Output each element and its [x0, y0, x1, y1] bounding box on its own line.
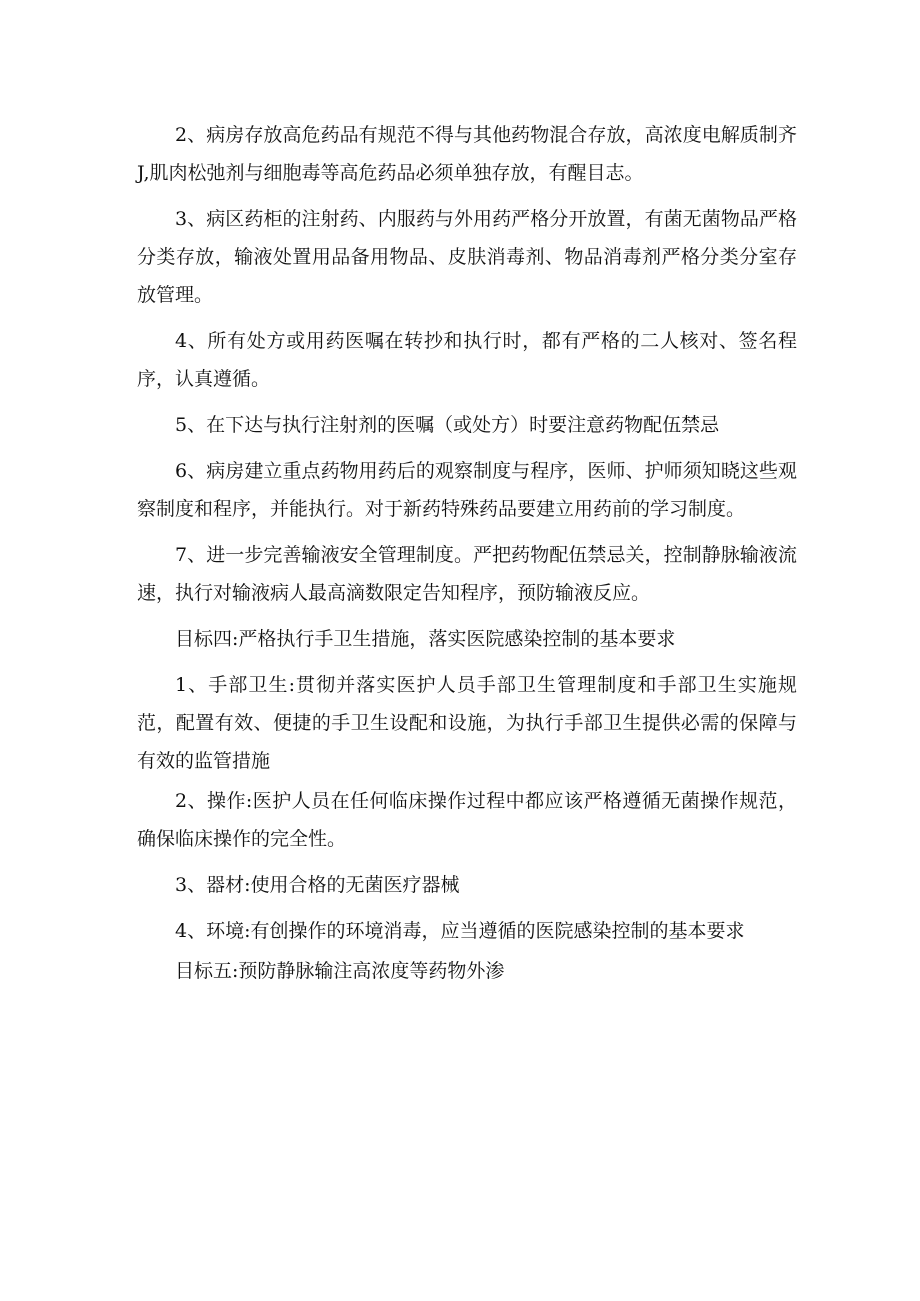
paragraph-item-7-infusion: 7、进一步完善输液安全管理制度。严把药物配伍禁忌关，控制静脉输液流速，执行对输液病人最高滴数限定告知程序，预防输液反应。 — [137, 544, 797, 604]
paragraph-item-6-observation: 6、病房建立重点药物用药后的观察制度与程序，医师、护师须知晓这些观察制度和程序，并能执行。对于新药特殊药品要建立用药前的学习制度。 — [137, 460, 797, 520]
document-body — [137, 116, 797, 998]
paragraph-operation: 2、操作:医护人员在任何临床操作过程中都应该严格遵循无菌操作规范，确保临床操作的完全性。 — [137, 790, 797, 850]
paragraph-environment: 4、环境:有创操作的环境消毒，应当遵循的医院感染控制的基本要求 — [175, 920, 745, 942]
goal-four-heading: 目标四:严格执行手卫生措施，落实医院感染控制的基本要求 — [175, 628, 676, 650]
paragraph-equipment: 3、器材:使用合格的无菌医疗器械 — [175, 874, 460, 896]
paragraph-item-2-storage: 2、病房存放高危药品有规范不得与其他药物混合存放，高浓度电解质制齐J,肌肉松弛剂与细胞毒等高危药品必须单独存放，有醒目志。 — [137, 124, 797, 184]
paragraph-item-5-injection: 5、在下达与执行注射剂的医嘱（或处方）时要注意药物配伍禁忌 — [175, 414, 720, 436]
paragraph-hand-hygiene: 1、手部卫生:贯彻并落实医护人员手部卫生管理制度和手部卫生实施规范，配置有效、便捷的手卫生设配和设施，为执行手部卫生提供必需的保障与有效的监管措施 — [137, 674, 797, 772]
paragraph-item-4-prescription: 4、所有处方或用药医嘱在转抄和执行时，都有严格的二人核对、签名程序，认真遵循。 — [137, 330, 797, 390]
goal-five-heading: 目标五:预防静脉输注高浓度等药物外渗 — [175, 960, 505, 982]
paragraph-item-3-cabinet: 3、病区药柜的注射药、内服药与外用药严格分开放置，有菌无菌物品严格分类存放，输液处置用品备用物品、皮肤消毒剂、物品消毒剂严格分类分室存放管理。 — [137, 208, 797, 306]
